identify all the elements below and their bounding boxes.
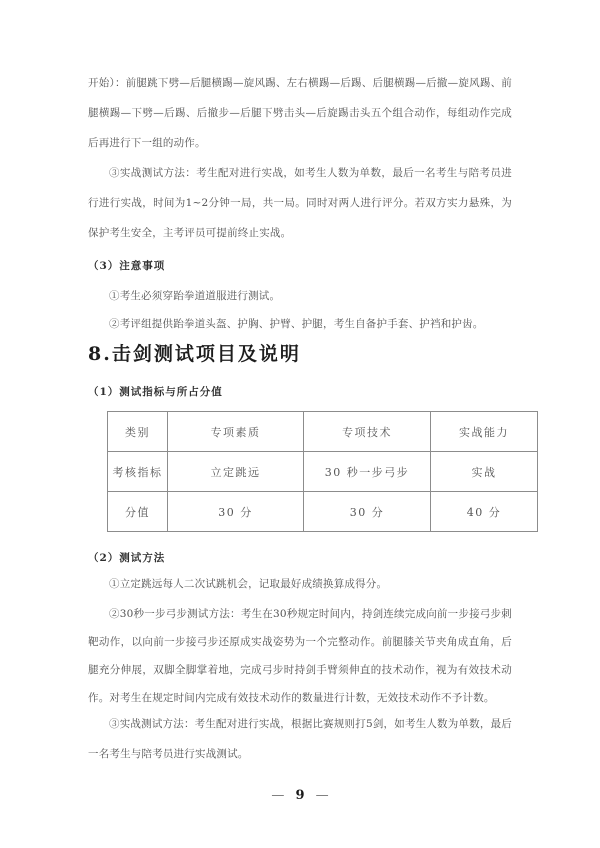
table-cell: 专项技术 bbox=[304, 412, 431, 452]
table-cell: 专项素质 bbox=[168, 412, 304, 452]
method-item-2: ②30秒一步弓步测试方法：考生在30秒规定时间内，持剑连续完成向前一步接弓步刺靶动作，以向前一步接弓步还原成实战姿势为一个完整动作。前腿膝关节夹角成直角，后腿充分伸展，双脚全脚掌着地，完成弓步时持剑手臂须伸直的技术动作，视为有效技术动作。对考生在规定时间内完成有效技术动作的数量进行计数，无效技术动作不予计数。 bbox=[88, 608, 512, 704]
subheading-test-methods: （2）测试方法 bbox=[88, 552, 166, 564]
table-cell: 实战 bbox=[431, 452, 538, 492]
note-item-2: ②考评组提供跆拳道头盔、护胸、护臂、护腿，考生自备护手套、护裆和护齿。 bbox=[109, 318, 484, 330]
fencing-score-table bbox=[107, 411, 538, 532]
paragraph-taekwondo-combo-continuation: 开始）：前腿跳下劈—后腿横踢—旋风踢、左右横踢—后踢、后腿横踢—后撤—旋风踢、前腿横踢—下劈—后踢、后撤步—后腿下劈击头—后旋踢击头五个组合动作，每组动作完成后再进行下一组的动作。 bbox=[88, 77, 512, 149]
method-item-3: ③实战测试方法：考生配对进行实战，根据比赛规则打5剑，如考生人数为单数，最后一名考生与陪考员进行实战测试。 bbox=[88, 718, 512, 760]
page-number-left-dash: — bbox=[271, 788, 285, 803]
table-cell: 30 分 bbox=[304, 492, 431, 532]
table-cell: 实战能力 bbox=[431, 412, 538, 452]
paragraph-taekwondo-sparring-method: ③实战测试方法：考生配对进行实战，如考生人数为单数，最后一名考生与陪考员进行进行实战，时间为1~2分钟一局，共一局。同时对两人进行评分。若双方实力悬殊，为保护考生安全，主考评员可提前终止实战。 bbox=[88, 167, 512, 239]
heading-notes: （3）注意事项 bbox=[88, 260, 166, 272]
table-cell: 30 秒一步弓步 bbox=[304, 452, 431, 492]
table-cell: 类别 bbox=[108, 412, 168, 452]
section-heading-fencing: 8.击剑测试项目及说明 bbox=[88, 343, 301, 365]
table-cell: 考核指标 bbox=[108, 452, 168, 492]
table-cell: 立定跳远 bbox=[168, 452, 304, 492]
table-row-score bbox=[108, 492, 538, 532]
method-item-1: ①立定跳远每人二次试跳机会，记取最好成绩换算成得分。 bbox=[109, 578, 388, 590]
table-cell: 分值 bbox=[108, 492, 168, 532]
page-number bbox=[0, 783, 600, 809]
note-item-1: ①考生必须穿跆拳道道服进行测试。 bbox=[109, 290, 281, 302]
table-cell: 40 分 bbox=[431, 492, 538, 532]
subheading-test-indicators: （1）测试指标与所占分值 bbox=[88, 386, 223, 398]
page-number-value: 9 bbox=[295, 788, 305, 803]
table-row-indicator bbox=[108, 452, 538, 492]
table-cell: 30 分 bbox=[168, 492, 304, 532]
page-number-right-dash: — bbox=[315, 788, 329, 803]
table-row-category bbox=[108, 412, 538, 452]
